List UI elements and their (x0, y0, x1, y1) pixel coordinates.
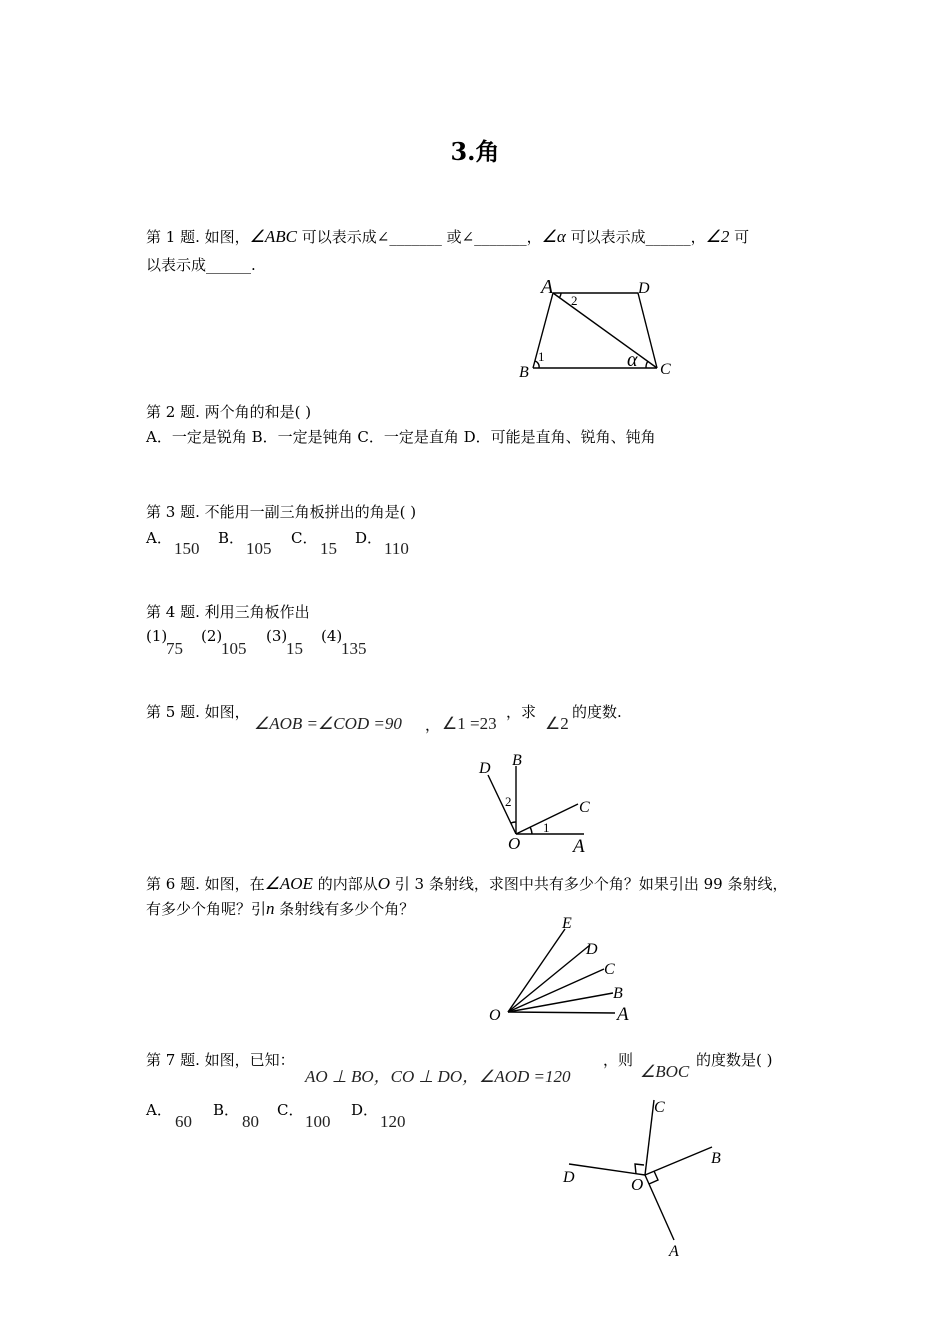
q1-text-part3: 可以表示成______， (565, 228, 706, 246)
q3-option-d: D． (355, 529, 383, 547)
q4-value-4: 135 (341, 639, 367, 658)
q1-line1 (146, 226, 749, 247)
q5-label-a: A (573, 836, 585, 857)
q3-option-c: C． (291, 529, 318, 547)
q7-option-c: C． (277, 1101, 304, 1119)
q5-expr-text: ∠AOB =∠COD =90 (254, 714, 402, 733)
q2-stem: 第 2 题. 两个角的和是( ) (146, 403, 312, 421)
q1-label-angle1: 1 (538, 349, 545, 364)
page-title: 3.角 (450, 137, 500, 166)
q6-text-part1: 第 6 题. 如图，在 (146, 875, 265, 893)
q5-expr-angle2: ∠2 (545, 714, 569, 733)
q7-tail: 的度数是( ) (696, 1051, 773, 1069)
q1-expr-alpha: ∠α (541, 227, 566, 246)
q4-value-2: 105 (221, 639, 247, 658)
q1-expr-abc: ∠ABC (249, 227, 297, 246)
q4-stem: 第 4 题. 利用三角板作出 (146, 603, 310, 621)
q6-line2 (146, 898, 414, 919)
q5-tail: 的度数. (572, 703, 622, 721)
q7-value-b: 80 (242, 1112, 259, 1131)
q1-expr-two: ∠2 (705, 227, 730, 246)
q7-figure-perpendicular (555, 1090, 735, 1260)
q5-label-angle1: 1 (543, 820, 550, 835)
q5-stem: 第 5 题. 如图， (146, 703, 250, 721)
q4-label-1: (1) (146, 627, 168, 645)
q3-value-a: 150 (174, 539, 200, 558)
q3-option-a: A． (146, 529, 172, 547)
q1-label-alpha: α (627, 349, 638, 371)
q3-value-b: 105 (246, 539, 272, 558)
q7-option-d: D． (351, 1101, 379, 1119)
q5-expr-angle1: ∠1 =23 (442, 714, 497, 733)
q1-line2: 以表示成______. (146, 256, 256, 274)
q6-line1 (146, 873, 787, 894)
q5-label-b: B (512, 752, 522, 769)
q6-text-part2: 的内部从 (312, 875, 378, 893)
q6-label-b: B (613, 985, 623, 1002)
q1-text-part1: 第 1 题. 如图， (146, 228, 250, 246)
q5-label-o: O (508, 834, 521, 853)
q6-expr-n: n (266, 899, 275, 918)
q1-label-c: C (660, 361, 671, 378)
q4-label-4: (4) (321, 627, 343, 645)
q6-label-d: D (586, 941, 598, 958)
q1-text-part4: 可 (729, 228, 750, 246)
q6-expr-aoe: ∠AOE (264, 874, 313, 893)
q6-label-a: A (617, 1004, 629, 1025)
q7-label-d: D (563, 1169, 575, 1186)
q6-text-part3: 引 3 条射线，求图中共有多少个角？如果引出 99 条射线， (389, 875, 788, 893)
q5-sep: ， (425, 716, 441, 734)
q5-label-angle2: 2 (505, 794, 512, 809)
q7-label-c: C (654, 1099, 665, 1116)
q7-value-a: 60 (175, 1112, 192, 1131)
q7-expr-perpendicular: AO ⊥ BO，CO ⊥ DO，∠AOD =120 (305, 1067, 571, 1086)
q4-label-3: (3) (266, 627, 288, 645)
q1-text-part2: 可以表示成∠_______ 或∠_______， (296, 228, 542, 246)
q7-label-o: O (631, 1175, 644, 1194)
q7-expr-boc: ∠BOC (640, 1062, 690, 1081)
q5-ask: ，求 (506, 703, 537, 721)
q6-expr-o: O (377, 874, 390, 893)
q7-value-c: 100 (305, 1112, 331, 1131)
q7-stem: 第 7 题. 如图，已知： (146, 1051, 295, 1069)
q1-label-b: B (519, 364, 529, 381)
q1-label-a: A (541, 276, 554, 298)
q6-text-line2a: 有多少个角呢？引 (146, 900, 267, 918)
q6-label-o: O (489, 1007, 501, 1024)
q5-label-d: D (479, 760, 491, 777)
q3-stem: 第 3 题. 不能用一副三角板拼出的角是( ) (146, 503, 417, 521)
q1-label-d: D (638, 280, 650, 297)
q5-figure-rays (470, 745, 620, 857)
q3-value-d: 110 (384, 539, 409, 558)
q4-label-2: (2) (201, 627, 223, 645)
q7-label-b: B (711, 1150, 721, 1167)
q4-value-3: 15 (286, 639, 303, 658)
q7-option-a: A． (146, 1101, 172, 1119)
q6-label-c: C (604, 961, 615, 978)
q5-expr-aob-cod (254, 714, 402, 734)
q6-text-line2b: 条射线有多少个角？ (274, 900, 415, 918)
q6-figure-rays (480, 905, 650, 1029)
q4-value-1: 75 (166, 639, 183, 658)
q1-label-angle2: 2 (571, 293, 578, 308)
q3-option-b: B． (218, 529, 245, 547)
q5-label-c: C (579, 799, 590, 816)
q7-option-b: B． (213, 1101, 240, 1119)
q3-value-c: 15 (320, 539, 337, 558)
q7-value-d: 120 (380, 1112, 406, 1131)
q7-label-a: A (669, 1243, 679, 1260)
q7-ask: ，则 (603, 1051, 634, 1069)
q2-options: A．一定是锐角 B．一定是钝角 C．一定是直角 D．可能是直角、锐角、钝角 (146, 428, 656, 446)
q1-figure-trapezoid (505, 272, 685, 384)
q6-label-e: E (562, 915, 572, 932)
